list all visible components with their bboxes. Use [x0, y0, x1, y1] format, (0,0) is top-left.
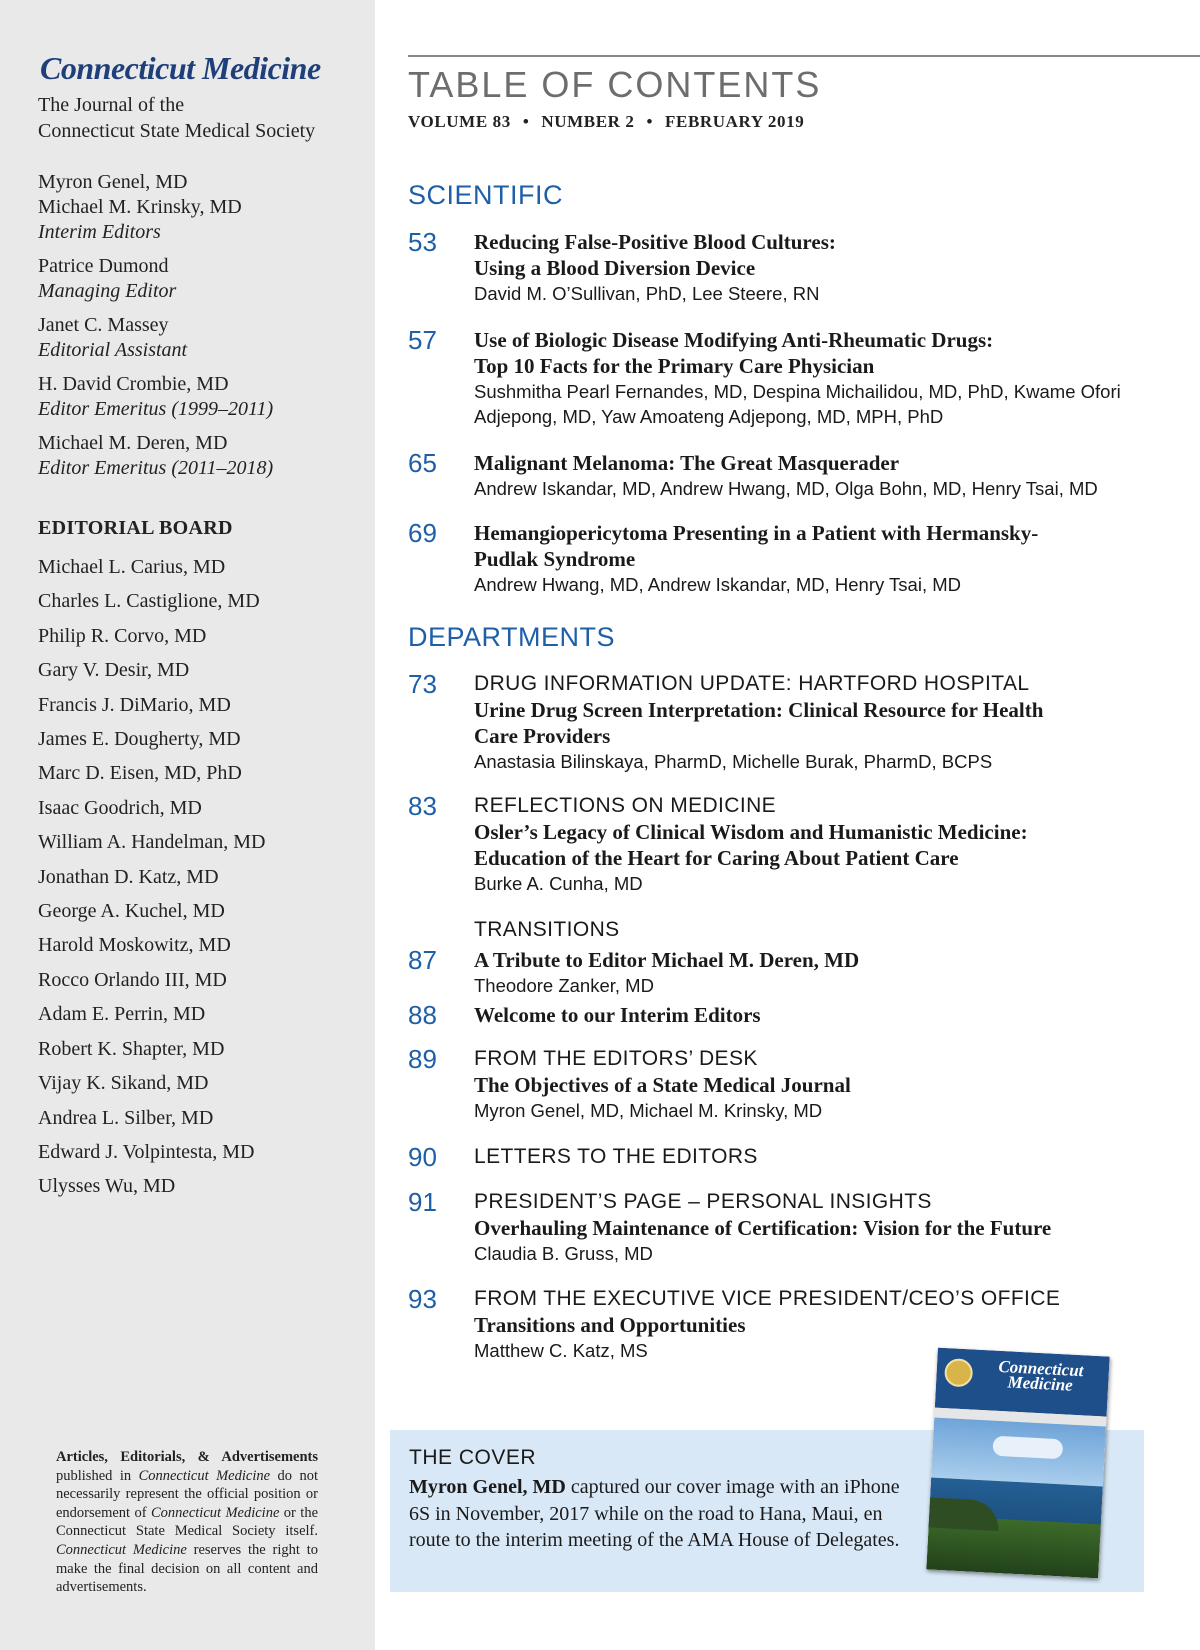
page-number: 73 [408, 669, 437, 699]
cover-description [409, 1474, 909, 1554]
article-title: Malignant Melanoma: The Great Masquerader [474, 451, 900, 475]
board-member: Edward J. Volpintesta, MD [38, 1140, 255, 1163]
entry-body [474, 793, 1194, 896]
entry-body [474, 229, 1194, 306]
disclaimer-text: or the Connecticut State Medical Society itself. [56, 1504, 319, 1540]
page-number: 69 [408, 518, 437, 548]
article-title: Urine Drug Screen Interpretation: Clinical Resource for Health [474, 698, 1044, 722]
editor-group [38, 431, 358, 481]
page-number: 65 [408, 448, 437, 478]
entry-body [474, 1189, 1194, 1266]
issue-number: NUMBER 2 [541, 112, 635, 131]
editor-role: Editorial Assistant [38, 339, 188, 361]
entry-body [474, 1002, 1194, 1028]
entry-body [474, 1046, 1194, 1123]
article-authors: Andrew Iskandar, MD, Andrew Hwang, MD, Olga Bohn, MD, Henry Tsai, MD [474, 478, 1098, 499]
board-member: Rocco Orlando III, MD [38, 968, 227, 991]
editor-name: Patrice Dumond [38, 255, 169, 277]
page-number: 88 [408, 1000, 437, 1030]
disclaimer-text: do not necessarily represent the official position or endorsement of [56, 1467, 318, 1521]
editor-role: Managing Editor [38, 280, 177, 302]
board-member: Robert K. Shapter, MD [38, 1037, 225, 1060]
page-number: 93 [408, 1284, 437, 1314]
editor-name: Janet C. Massey [38, 314, 169, 336]
board-member: Gary V. Desir, MD [38, 659, 190, 682]
entry-body [474, 917, 1194, 943]
article-title: Using a Blood Diversion Device [474, 256, 756, 280]
article-authors: David M. O’Sullivan, PhD, Lee Steere, RN [474, 283, 820, 304]
board-member: James E. Dougherty, MD [38, 728, 241, 751]
article-title: Welcome to our Interim Editors [474, 1003, 761, 1027]
board-member: Andrea L. Silber, MD [38, 1106, 214, 1129]
department-label: TRANSITIONS [474, 918, 620, 941]
issue-line [408, 112, 804, 132]
journal-subtitle [38, 92, 315, 144]
issue-date: FEBRUARY 2019 [665, 112, 805, 131]
page-number: 90 [408, 1142, 437, 1172]
article-title: Top 10 Facts for the Primary Care Physician [474, 354, 875, 378]
editor-role: Editor Emeritus (1999–2011) [38, 398, 274, 420]
disclaimer-text: published in [56, 1467, 139, 1484]
article-authors: Claudia B. Gruss, MD [474, 1243, 653, 1264]
section-heading-departments: DEPARTMENTS [408, 622, 616, 652]
page-number: 83 [408, 791, 437, 821]
editor-group [38, 170, 358, 245]
editorial-board-heading: EDITORIAL BOARD [38, 517, 233, 539]
disclaimer-journal-name: Connecticut Medicine [150, 1504, 280, 1521]
cover-thumbnail [926, 1348, 1109, 1579]
journal-subtitle-line: The Journal of the [38, 94, 185, 116]
cover-heading: THE COVER [409, 1446, 537, 1469]
board-member: William A. Handelman, MD [38, 831, 266, 854]
editor-name: Michael M. Krinsky, MD [38, 196, 242, 218]
board-member: George A. Kuchel, MD [38, 900, 225, 923]
thumbnail-cloud [992, 1436, 1063, 1460]
editors-list [38, 170, 358, 490]
article-title: Reducing False-Positive Blood Cultures: [474, 230, 836, 254]
board-member: Francis J. DiMario, MD [38, 693, 231, 716]
article-authors: Sushmitha Pearl Fernandes, MD, Despina Michailidou, MD, PhD, Kwame Ofori [474, 381, 1121, 402]
journal-title: Connecticut Medicine [40, 50, 321, 86]
article-authors: Anastasia Bilinskaya, PharmD, Michelle Burak, PharmD, BCPS [474, 751, 993, 772]
top-divider [408, 55, 1200, 57]
disclaimer-journal-name: Connecticut Medicine [138, 1467, 271, 1484]
board-member: Vijay K. Sikand, MD [38, 1072, 209, 1095]
article-title: Pudlak Syndrome [474, 547, 636, 571]
board-member: Marc D. Eisen, MD, PhD [38, 762, 242, 785]
board-member: Charles L. Castiglione, MD [38, 590, 260, 613]
issue-separator: • [522, 112, 530, 131]
editor-name: Michael M. Deren, MD [38, 432, 228, 454]
entry-body [474, 520, 1194, 597]
article-title: Use of Biologic Disease Modifying Anti-Rheumatic Drugs: [474, 328, 994, 352]
board-member: Philip R. Corvo, MD [38, 624, 207, 647]
editor-group [38, 254, 358, 304]
page-number: 89 [408, 1044, 437, 1074]
entry-body [474, 947, 1194, 998]
article-authors: Theodore Zanker, MD [474, 975, 654, 996]
board-member: Michael L. Carius, MD [38, 556, 226, 578]
cover-text: captured our cover image with an iPhone 6S in November, 2017 while on the road to Hana, Maui, en route to the interim meeting of the AMA House of Delegates. [409, 1476, 900, 1551]
article-title: Transitions and Opportunities [474, 1313, 746, 1337]
disclaimer-text: reserves the right to make the final decision on all content and advertisements. [56, 1541, 318, 1596]
editorial-board-list [38, 550, 266, 1204]
department-label: FROM THE EDITORS’ DESK [474, 1047, 758, 1070]
department-label: DRUG INFORMATION UPDATE: HARTFORD HOSPITAL [474, 672, 1030, 695]
article-authors: Adjepong, MD, Yaw Amoateng Adjepong, MD, MPH, PhD [474, 406, 944, 427]
department-label: PRESIDENT’S PAGE – PERSONAL INSIGHTS [474, 1190, 932, 1213]
entry-body [474, 1144, 1194, 1170]
page-number: 53 [408, 227, 437, 257]
article-title: Education of the Heart for Caring About Patient Care [474, 846, 959, 870]
page-number: 91 [408, 1187, 437, 1217]
cover-author: Myron Genel, MD [409, 1476, 566, 1498]
department-label: FROM THE EXECUTIVE VICE PRESIDENT/CEO’S OFFICE [474, 1287, 1061, 1310]
editor-name: H. David Crombie, MD [38, 373, 229, 395]
issue-volume: VOLUME 83 [408, 112, 511, 131]
board-member: Ulysses Wu, MD [38, 1175, 176, 1198]
editor-role: Editor Emeritus (2011–2018) [38, 457, 274, 479]
editor-group [38, 372, 358, 422]
thumbnail-title: Connecticut Medicine [998, 1356, 1084, 1395]
issue-separator: • [646, 112, 654, 131]
entry-body [474, 327, 1194, 429]
article-authors: Myron Genel, MD, Michael M. Krinsky, MD [474, 1100, 823, 1121]
editor-role: Interim Editors [38, 221, 161, 243]
journal-subtitle-line: Connecticut State Medical Society [38, 120, 316, 142]
department-label: REFLECTIONS ON MEDICINE [474, 794, 777, 817]
section-heading-scientific: SCIENTIFIC [408, 180, 564, 210]
article-title: Overhauling Maintenance of Certification: Vision for the Future [474, 1216, 1052, 1240]
board-member: Harold Moskowitz, MD [38, 934, 231, 957]
page-number: 57 [408, 325, 437, 355]
article-title: Hemangiopericytoma Presenting in a Patient with Hermansky- [474, 521, 1039, 545]
disclaimer-journal-name: Connecticut Medicine [56, 1541, 187, 1558]
page-number: 87 [408, 945, 437, 975]
board-member: Isaac Goodrich, MD [38, 796, 202, 819]
article-title: The Objectives of a State Medical Journal [474, 1073, 851, 1097]
entry-body [474, 450, 1194, 501]
board-member: Jonathan D. Katz, MD [38, 865, 219, 888]
editor-group [38, 313, 358, 363]
sidebar [0, 0, 375, 1650]
page-title: TABLE OF CONTENTS [408, 64, 822, 105]
article-authors: Andrew Hwang, MD, Andrew Iskandar, MD, Henry Tsai, MD [474, 574, 961, 595]
disclaimer-lead: Articles, Editorials, & Advertisements [56, 1449, 318, 1465]
article-title: A Tribute to Editor Michael M. Deren, MD [474, 948, 860, 972]
article-authors: Matthew C. Katz, MS [474, 1340, 648, 1361]
article-title: Care Providers [474, 724, 611, 748]
board-member: Adam E. Perrin, MD [38, 1003, 206, 1026]
entry-body [474, 1286, 1194, 1363]
department-label: LETTERS TO THE EDITORS [474, 1145, 758, 1168]
article-title: Osler’s Legacy of Clinical Wisdom and Humanistic Medicine: [474, 820, 1028, 844]
entry-body [474, 671, 1194, 774]
editor-name: Myron Genel, MD [38, 171, 188, 193]
article-authors: Burke A. Cunha, MD [474, 873, 643, 894]
disclaimer [56, 1448, 318, 1597]
